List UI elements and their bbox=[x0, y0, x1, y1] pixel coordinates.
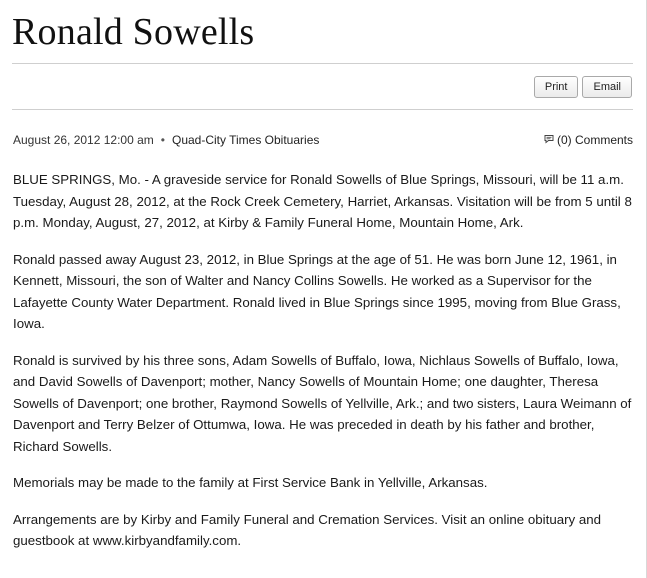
meta-separator: • bbox=[160, 133, 165, 147]
article-body bbox=[13, 169, 635, 567]
toolbar-divider bbox=[12, 109, 633, 110]
speech-bubble-icon bbox=[544, 130, 554, 150]
article-toolbar bbox=[534, 76, 632, 98]
article-paragraph: BLUE SPRINGS, Mo. - A graveside service for Ronald Sowells of Blue Springs, Missouri, will be 11 a.m. Tuesday, August 28, 2012, at the Rock Creek Cemetery, Harriet, Arkansas. Visitation will be from 5 until 8 p.m. Monday, August, 27, 2012, at Kirby & Family Funeral Home, Mountain Home, Ark. bbox=[13, 172, 632, 230]
title-divider bbox=[12, 63, 633, 64]
page-title: Ronald Sowells bbox=[12, 11, 255, 53]
print-button[interactable]: Print bbox=[534, 76, 579, 98]
article-meta bbox=[13, 130, 633, 150]
article-paragraph: Ronald is survived by his three sons, Adam Sowells of Buffalo, Iowa, Nichlaus Sowells of Buffalo, Iowa, and David Sowells of Davenport; mother, Nancy Sowells of Mountain Home; one daughter, Theresa Sowells of Davenport; one brother, Raymond Sowells of Yellville, Ark.; and two sisters, Laura Weimann of Davenport and Terry Belzer of Ottumwa, Iowa. He was preceded in death by his father and brother, Richard Sowells. bbox=[13, 352, 632, 454]
article-paragraph: Memorials may be made to the family at First Service Bank in Yellville, Arkansas. bbox=[13, 475, 488, 490]
source-link[interactable]: Quad-City Times Obituaries bbox=[171, 133, 320, 147]
publish-date: August 26, 2012 12:00 am bbox=[13, 133, 154, 147]
article-paragraph: Arrangements are by Kirby and Family Funeral and Cremation Services. Visit an online obituary and guestbook at www.kirbyandfamily.com. bbox=[13, 511, 602, 548]
email-button[interactable]: Email bbox=[582, 76, 632, 98]
article-paragraph: Ronald passed away August 23, 2012, in Blue Springs at the age of 51. He was born June 12, 1961, in Kennett, Missouri, the son of Walter and Nancy Collins Sowells. He worked as a Supervisor for the Lafayette County Water Department. Ronald lived in Blue Springs since 1995, moving from Blue Grass, Iowa. bbox=[13, 251, 621, 331]
comments-count: (0) Comments bbox=[556, 133, 633, 147]
comments-link[interactable] bbox=[544, 130, 633, 150]
